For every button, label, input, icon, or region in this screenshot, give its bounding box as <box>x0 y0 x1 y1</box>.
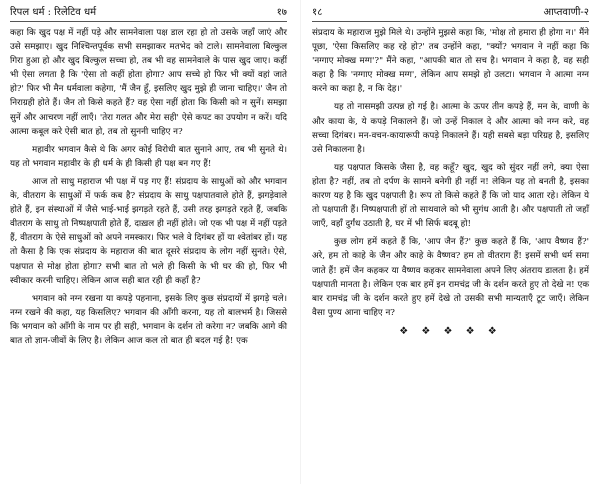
right-page-header <box>312 6 589 22</box>
left-page-header <box>10 6 287 22</box>
right-running-title: आप्तवाणी-२ <box>543 7 589 18</box>
right-page-number: १८ <box>312 7 323 18</box>
left-running-title: रिपल धर्म : रिलेटिव धर्म <box>10 7 97 18</box>
right-paragraph-2: यह तो नासमझी उत्पन्न हो गई है। आत्मा के ऊपर तीन कपड़े हैं, मन के, वाणी के और काया के, ये कपड़े निकालने हैं। जो उन्हें निकाल दे और आत्मा को नग्न करे, वह सच्चा दिगंबर। मन-वचन-कायारूपी कपड़े निकालने हैं। यही सबसे बड़ा परिग्रह है, इसलिए उसे निकालना है। <box>312 102 589 155</box>
right-paragraph-1: संप्रदाय के महाराज मुझे मिले थे। उन्होंने मुझसे कहा कि, 'मोक्ष तो हमारा ही होगा न।' मैंने पूछा, 'ऐसा किसलिए कह रहे हो?' तब उन्होंने कहा, "क्यों? भगवान ने नहीं कहा कि 'नग्गाए मोक्ख मग्ग'?" मैंने कहा, "आपकी बात तो सच है। भगवान ने कहा है, वह सही कहा है कि 'नग्गाए मोक्ख मग्ग', लेकिन आप समझे हो उलटा। भगवान ने आत्मा नग्न करने का कहा है, न कि देह।' <box>312 28 589 95</box>
right-page <box>308 0 593 484</box>
page-gutter <box>300 0 301 484</box>
left-paragraph-2: महावीर भगवान कैसे थे कि अगर कोई विरोधी बात सुनाने आए, तब भी सुनते थे। यह तो भगवान महावीर के ही धर्म के ही किसी ही पक्ष बन गए हैं! <box>10 144 287 169</box>
left-paragraph-1: कहा कि खुद पक्ष में नहीं पड़े और सामनेवाला पक्ष डाल रहा हो तो उसके जहाँ जाएं और उसे समझाए। खुद निश्चिन्तपूर्वक सभी समझाकर मतभेद को टाले। सामनेवाला बिल्कुल गिरा हुआ हो और खुद बिल्कुल सच्चा हो, तब भी वह सामनेवाले के पास खुद जाए। कहीं भी ऐसा लगता है कि 'ऐसा तो कहीं होता होगा? आप सच्चे हो फिर भी क्यों वहां जाते हो?' फिर भी मैन धर्मवाला कहेगा, 'मैं जैन हूँ, इसलिए खुद मुझे ही जाना चाहिए।' जैन तो निराग्रही होते हैं। जैन तो किसे कहते हैं? वह ऐसा नहीं होता कि किसी को न सुनें। समझा सुनें और आचरण नहीं लाएँ। 'तेरा गलत और मेरा सही' ऐसे कपट का उपयोग न करें। यदि आत्मा कबूल करे ऐसी बात हो, तब तो सुननी चाहिए न? <box>10 28 287 137</box>
left-paragraph-3: आज तो साधु महाराज भी पक्ष में पड़ गए हैं! संप्रदाय के साधुओं को और भगवान के, वीतराग के साधुओं में फर्क कब है? संप्रदाय के साधु पक्षपातवाले होते हैं, झगड़ेवाले होते हैं, इन संस्थाओं में जैसे भाई-भाई झगड़ते रहते हैं, उसी तरह झगड़ते रहते हैं, जबकि वीतराग के साधु तो निष्पक्षपाती होते हैं, दाख़ल ही नहीं होते। जो एक भी पक्ष में नहीं पड़ते हैं, वीतराग के ऐसे साधुओं को अपने नमस्कार। फिर भले वे दिगंबर हों या श्वेतांबर हों। यह तो कैसा है कि एक संप्रदाय के महाराज की बात दूसरे संप्रदाय के लोग नहीं सुनते। ऐसे, पक्षपात से मोक्ष होता होगा? सभी बात तो भले ही किसी के भी घर की हो, फिर भी स्वीकार करनी चाहिए। लेकिन आज सही बात रही ही कहाँ है? <box>10 176 287 286</box>
left-page <box>6 0 291 484</box>
right-paragraph-4: कुछ लोग हमें कहते हैं कि, 'आप जैन हैं?' कुछ कहते हैं कि, 'आप वैष्णव हैं?' अरे, हम तो काहे के जैन और काहे के वैष्णव? हम तो वीतराग हैं! इसमें सभी धर्म समा जाते हैं! हमें जैन कहकर या वैष्णव कहकर सामनेवाला अपने लिए अंतराय डालता है। हमें पक्षपाती मानता है। लेकिन एक बार हमें इन रामचंद्र जी के दर्शन करते हुए तो देखे न! एक बार रामचंद्र जी के दर्शन करते हुए हमें देखे तो उसकी सभी मान्यताएँ टूट जाएँ। लेकिन वैसा पुण्य आना चाहिए न? <box>312 237 589 318</box>
right-paragraph-3: यह पक्षपात किसके जैसा है, वह कहूँ? खुद, खुद को सुंदर नहीं लगे, क्या ऐसा होता है? नहीं, तब तो दर्पण के सामने बनेगी ही नहीं न! लेकिन यह तो बनती है, इसका कारण यह है कि खुद पक्षपाती है। रूप तो किसे कहते हैं कि जो याद आता रहे। लेकिन ये तो पक्षपाती हैं। निष्पक्षपाती हों तो साथवाले को भी सुगंध आती है। और पक्षपाती तो जहाँ जाएँ, वहाँ दुर्गंध उठाती है, घर में भी सिर्फ बदबू हो! <box>312 162 589 230</box>
left-page-number: १७ <box>276 7 287 18</box>
section-end-ornament: ❖ ❖ ❖ ❖ ❖ <box>399 325 502 337</box>
left-paragraph-4: भगवान को नग्न रखना या कपड़े पहनाना, इसके लिए कुछ संप्रदायों में झगड़े चले। नग्न रखने की कहा, यह किसलिए? भगवान की आँगी करना, यह तो बालभर्म है। जिससे कि भगवान को आँगी के नाम पर ही सही, भगवान के दर्शन तो करेगा न? जबकि आगे की बात तो ज्ञान-जीवों के लिए है। लेकिन आज कल तो बात ही बदल गई है! एक <box>10 293 287 346</box>
